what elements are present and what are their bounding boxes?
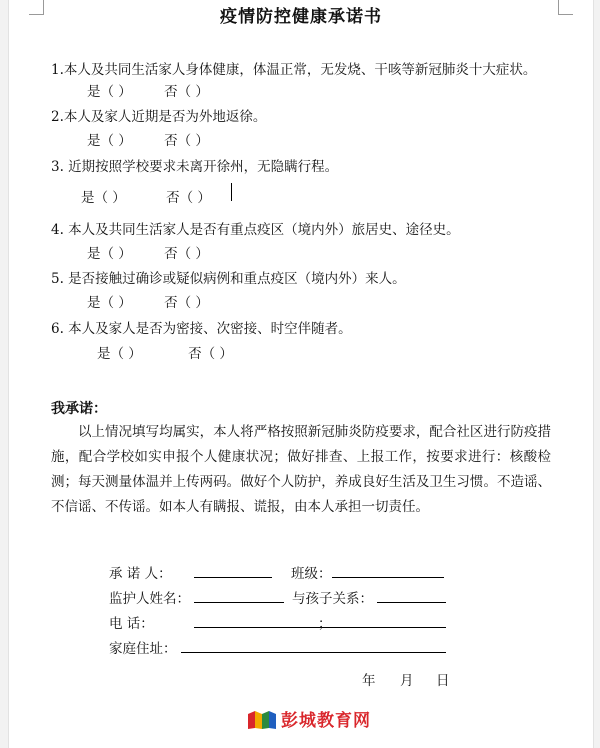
- promiser-field[interactable]: [194, 577, 272, 578]
- answer-row-3: [81, 186, 211, 206]
- question-4: 4. 本人及共同生活家人是否有重点疫区（境内外）旅居史、途径史。: [51, 222, 460, 238]
- address-field[interactable]: [181, 652, 446, 653]
- relation-field[interactable]: [377, 602, 446, 603]
- date-year: 年: [362, 673, 376, 689]
- yes-option-4[interactable]: 是（ ）: [87, 246, 132, 262]
- class-field[interactable]: [332, 577, 444, 578]
- guardian-name-field[interactable]: [194, 602, 284, 603]
- phone-label: 电 话：: [109, 616, 154, 632]
- class-label: 班级：: [291, 566, 332, 582]
- yes-option-5[interactable]: 是（ ）: [87, 295, 132, 311]
- no-option-1[interactable]: 否（ ）: [164, 84, 209, 100]
- commitment-body: 以上情况填写均属实，本人将严格按照新冠肺炎防疫要求，配合社区进行防疫措施，配合学校如实申报个人健康状况；做好排查、上报工作，按要求进行：核酸检测；每天测量体温并上传两码。做好个人防护，养成良好生活及卫生习惯。不造谣、不信谣、不传谣。如本人有瞒报、谎报，由本人承担一切责任。: [51, 424, 551, 515]
- question-6: 6. 本人及家人是否为密接、次密接、时空伴随者。: [51, 321, 352, 337]
- no-option-4[interactable]: 否（ ）: [164, 246, 209, 262]
- answer-row-4: [87, 242, 209, 262]
- commitment-heading: 我承诺：: [51, 401, 107, 417]
- document-page: [8, 0, 594, 748]
- answer-row-6: [97, 342, 233, 362]
- guardian-name-label: 监护人姓名：: [109, 591, 190, 607]
- promiser-label: 承 诺 人：: [109, 566, 172, 582]
- no-option-5[interactable]: 否（ ）: [164, 295, 209, 311]
- logo-text: 彭城教育网: [281, 711, 371, 731]
- book-logo-icon: [247, 708, 277, 730]
- yes-option-3[interactable]: 是（ ）: [81, 190, 126, 206]
- answer-row-2: [87, 129, 209, 149]
- relation-label: 与孩子关系：: [292, 591, 373, 607]
- no-option-6[interactable]: 否（ ）: [188, 346, 233, 362]
- question-1: 1.本人及共同生活家人身体健康，体温正常，无发烧、干咳等新冠肺炎十大症状。: [51, 62, 537, 78]
- yes-option-2[interactable]: 是（ ）: [87, 133, 132, 149]
- answer-row-1: [87, 80, 209, 100]
- question-3: 3. 近期按照学校要求未离开徐州，无隐瞒行程。: [51, 159, 339, 175]
- date-day: 日: [436, 673, 450, 689]
- yes-option-6[interactable]: 是（ ）: [97, 346, 142, 362]
- question-5: 5. 是否接触过确诊或疑似病例和重点疫区（境内外）来人。: [51, 271, 406, 287]
- phone-separator: ；: [318, 616, 332, 632]
- answer-row-5: [87, 291, 209, 311]
- yes-option-1[interactable]: 是（ ）: [87, 84, 132, 100]
- question-2: 2.本人及家人近期是否为外地返徐。: [51, 109, 267, 125]
- no-option-3[interactable]: 否（ ）: [166, 190, 211, 206]
- address-label: 家庭住址：: [109, 641, 177, 657]
- date-month: 月: [400, 673, 414, 689]
- document-title: 疫情防控健康承诺书: [220, 7, 382, 27]
- no-option-2[interactable]: 否（ ）: [164, 133, 209, 149]
- text-cursor: [231, 183, 232, 201]
